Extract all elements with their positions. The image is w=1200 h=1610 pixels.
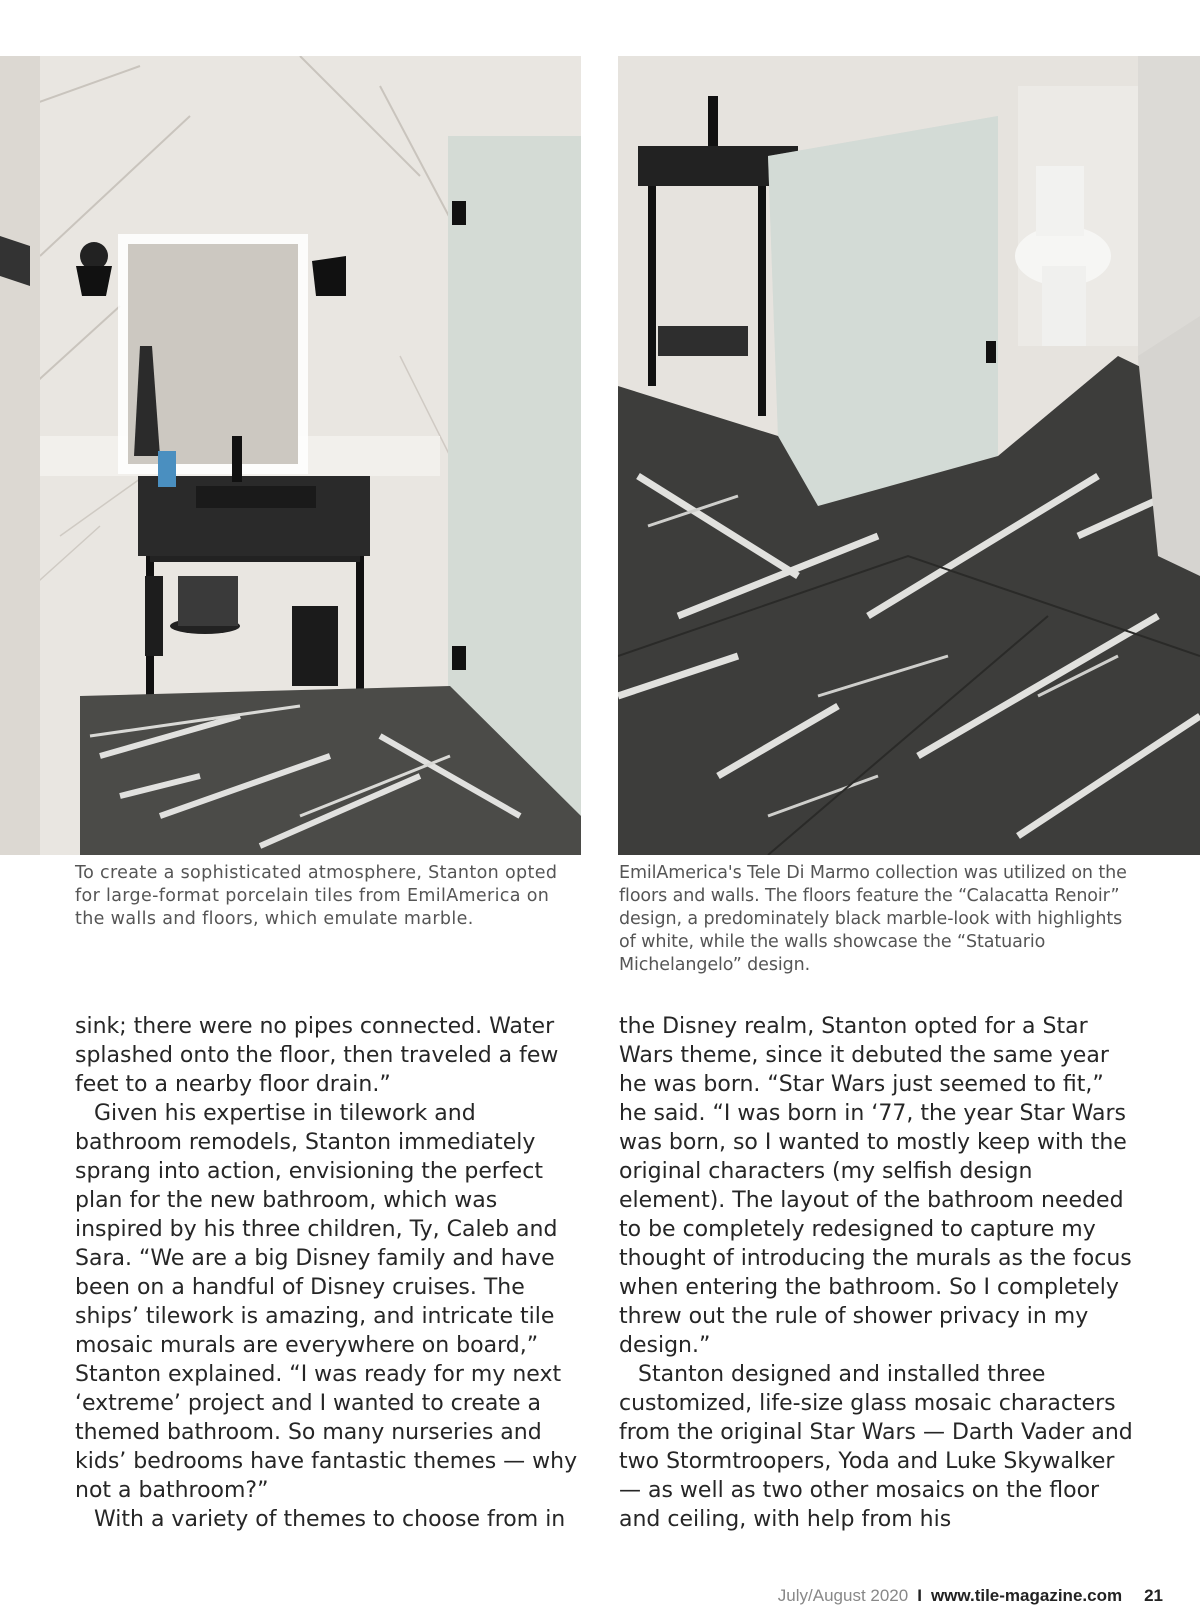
page-footer — [778, 1586, 1163, 1606]
article-column-right — [619, 1012, 1134, 1534]
issue-date: July/August 2020 — [777, 1586, 909, 1605]
paragraph: the Disney realm, Stanton opted for a Star Wars theme, since it debuted the same year he was born. “Star Wars just seemed to fit,” he said. “I was born in ‘77, the year Star Wars was born, so I wanted to mostly keep with the original characters (my selfish design element). The layout of the bathroom needed to be completely redesigned to capture my thought of introducing the murals as the focus when entering the bathroom. So I completely threw out the rule of shower privacy in my design.” — [619, 1014, 1132, 1358]
photo-caption-right: EmilAmerica's Tele Di Marmo collection was utilized on the floors and walls. The floors feature the “Calacatta Renoir” design, a predominately black marble-look with highlights of white, while the walls showcase the “Statuario Michelangelo” design. — [619, 863, 1127, 975]
paragraph: sink; there were no pipes connected. Water splashed onto the floor, then traveled a few feet to a nearby floor drain.” — [75, 1014, 559, 1097]
footer-separator: I — [917, 1586, 922, 1605]
photo-left-bathroom-vanity — [0, 56, 581, 855]
paragraph: Given his expertise in tilework and bathroom remodels, Stanton immediately sprang into action, envisioning the perfect plan for the new bathroom, which was inspired by his three children, Ty, Caleb and Sara. “We are a big Disney family and have been on a handful of Disney cruises. The ships’ tilework is amazing, and intricate tile mosaic murals are everywhere on board,” Stanton explained. “I was ready for my next ‘extreme’ project and I wanted to create a themed bathroom. So many nurseries and kids’ bedrooms have fantastic themes — why not a bathroom?” — [75, 1101, 578, 1503]
paragraph: With a variety of themes to choose from in — [94, 1507, 566, 1532]
photo-caption-left: To create a sophisticated atmosphere, Stanton opted for large-format porcelain tiles from EmilAmerica on the walls and floors, which emulate marble. — [75, 863, 558, 929]
article-column-left — [75, 1012, 580, 1534]
website-link[interactable]: www.tile-magazine.com — [930, 1586, 1123, 1605]
paragraph: Stanton designed and installed three customized, life-size glass mosaic characters from the original Star Wars — Darth Vader and two Stormtroopers, Yoda and Luke Skywalker — as well as two other mosaics on the floor and ceiling, with help from his — [619, 1362, 1133, 1532]
page-number: 21 — [1144, 1586, 1163, 1605]
photo-right-bathroom-floor — [618, 56, 1200, 855]
